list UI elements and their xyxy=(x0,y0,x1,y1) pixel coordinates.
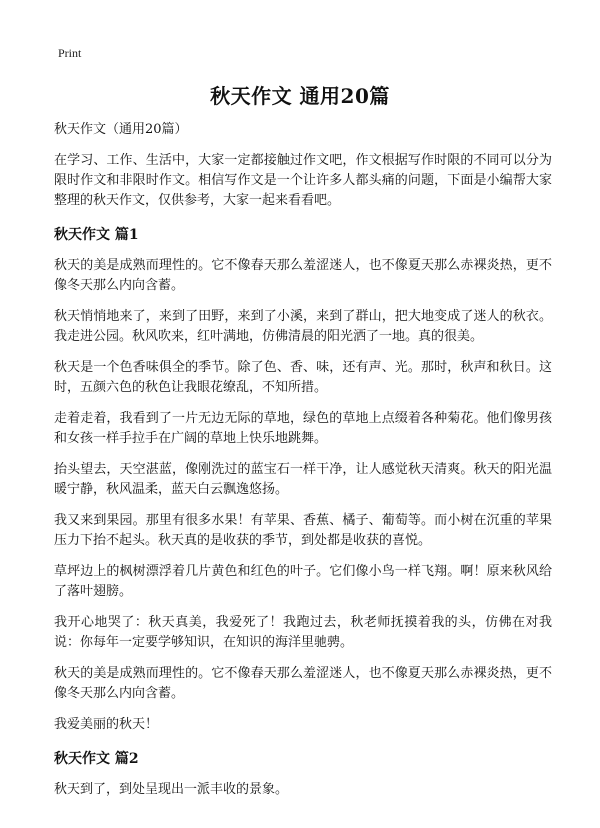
paragraph: 秋天是一个色香味俱全的季节。除了色、香、味，还有声、光。那时，秋声和秋日。这时，五颜六色的秋色让我眼花缭乱，不知所措。 xyxy=(54,360,552,395)
paragraph: 我爱美丽的秋天！ xyxy=(54,717,159,732)
section-heading-2: 秋天作文 篇2 xyxy=(54,751,139,767)
paragraph: 秋天的美是成熟而理性的。它不像春天那么羞涩迷人，也不像夏天那么赤裸炎热，更不像冬天那么内向含蓄。 xyxy=(54,258,552,293)
paragraph: 秋天的美是成熟而理性的。它不像春天那么羞涩迷人，也不像夏天那么赤裸炎热，更不像冬天那么内向含蓄。 xyxy=(54,666,552,701)
article-body xyxy=(54,120,552,811)
section-heading-1: 秋天作文 篇1 xyxy=(54,227,139,243)
paragraph: 草坪边上的枫树漂浮着几片黄色和红色的叶子。它们像小鸟一样飞翔。啊！原来秋风给了落叶翅膀。 xyxy=(54,564,552,599)
paragraph: 秋天悄悄地来了，来到了田野，来到了小溪，来到了群山，把大地变成了迷人的秋衣。我走进公园。秋风吹来，红叶满地，仿佛清晨的阳光洒了一地。真的很美。 xyxy=(54,309,552,344)
paragraph: 我又来到果园。那里有很多水果！有苹果、香蕉、橘子、葡萄等。而小树在沉重的苹果压力下抬不起头。秋天真的是收获的季节，到处都是收获的喜悦。 xyxy=(54,513,552,548)
page-title: 秋天作文 通用20篇 xyxy=(210,84,390,108)
paragraph: 秋天到了，到处呈现出一派丰收的景象。 xyxy=(54,782,289,797)
paragraph: 抬头望去，天空湛蓝，像刚洗过的蓝宝石一样干净，让人感觉秋天清爽。秋天的阳光温暖宁静，秋风温柔，蓝天白云飘逸悠扬。 xyxy=(54,462,552,497)
intro-paragraph: 在学习、工作、生活中，大家一定都接触过作文吧，作文根据写作时限的不同可以分为限时作文和非限时作文。相信写作文是一个让许多人都头痛的问题，下面是小编帮大家整理的秋天作文，仅供参考，大家一起来看看吧。 xyxy=(54,153,552,208)
article-subtitle: 秋天作文（通用20篇） xyxy=(54,122,188,137)
paragraph: 我开心地哭了：秋天真美，我爱死了！我跑过去，秋老师抚摸着我的头，仿佛在对我说：你每年一定要学够知识，在知识的海洋里驰骋。 xyxy=(54,615,552,650)
print-link[interactable]: Print xyxy=(58,46,82,60)
paragraph: 走着走着，我看到了一片无边无际的草地，绿色的草地上点缀着各种菊花。他们像男孩和女孩一样手拉手在广阔的草地上快乐地跳舞。 xyxy=(54,411,552,446)
